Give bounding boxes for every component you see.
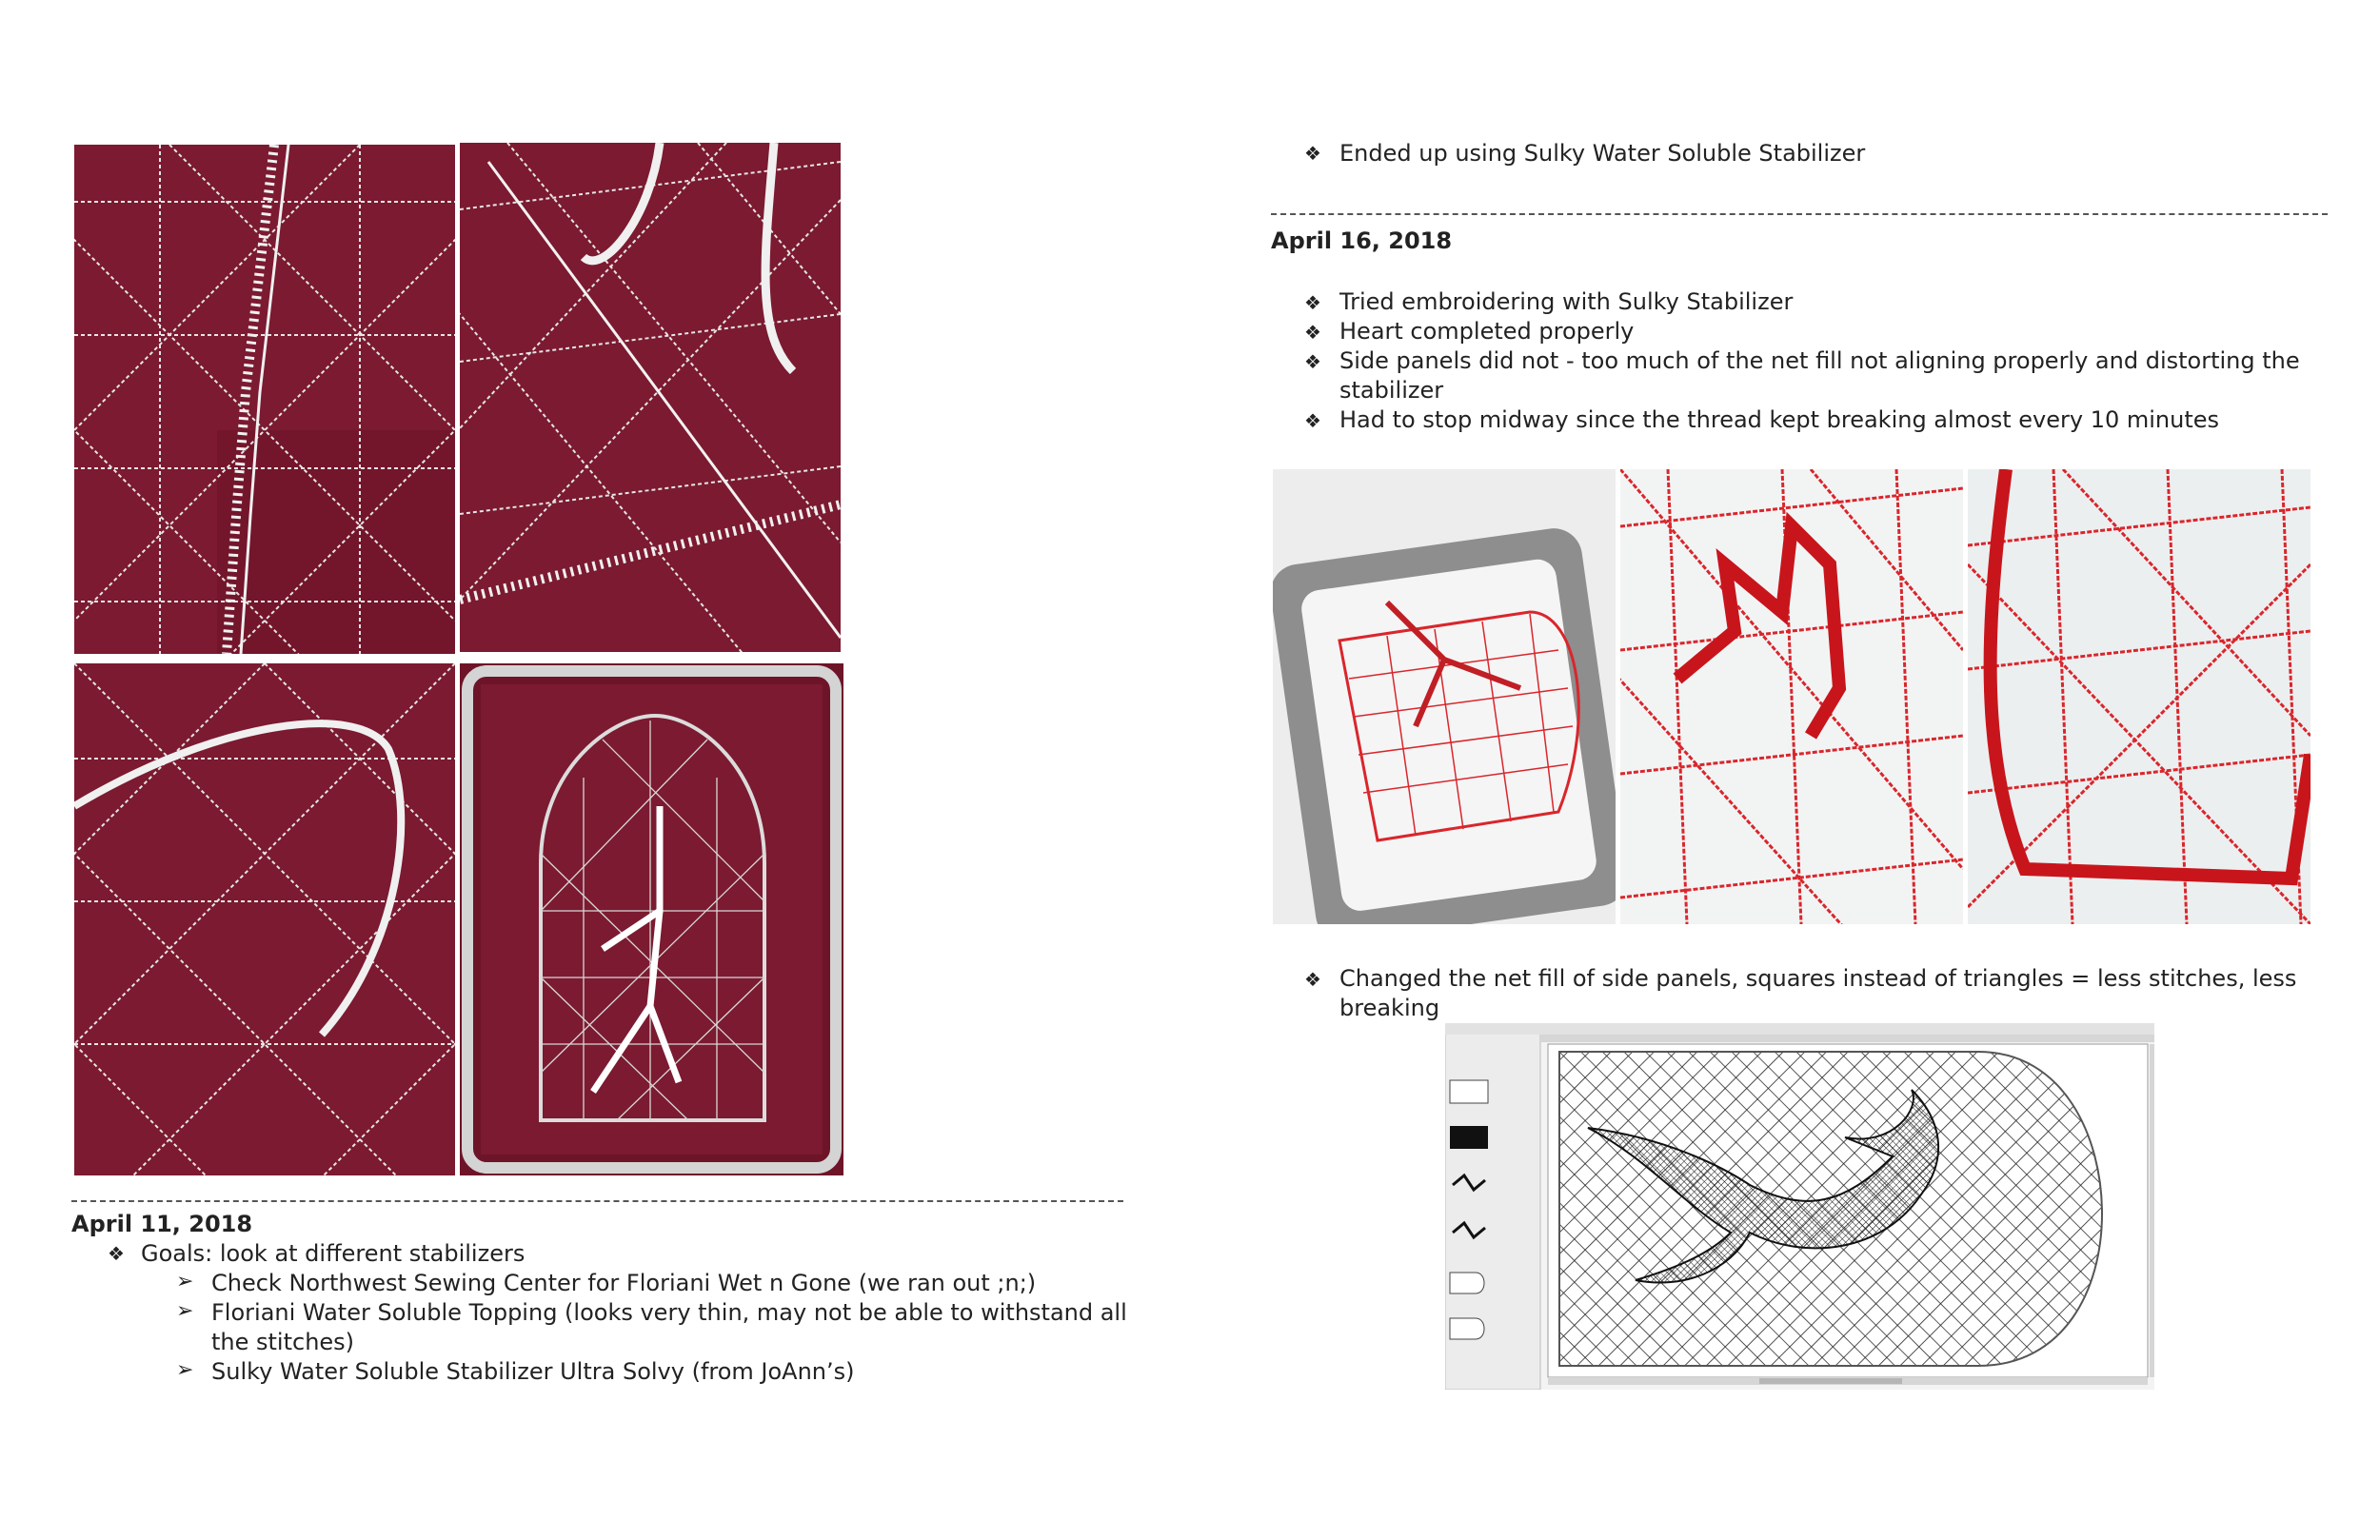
diamond-bullet-icon: ❖ xyxy=(1304,409,1321,432)
bottom-bullet-text-continuation: breaking xyxy=(1339,995,1440,1021)
divider-line xyxy=(71,1200,1123,1202)
bullet-text: Had to stop midway since the thread kept breaking almost every 10 minutes xyxy=(1339,406,2220,433)
goal-text: Goals: look at different stabilizers xyxy=(141,1240,526,1267)
photo-red-net-closeup-panel xyxy=(1968,469,2311,924)
photo-fabric-triangle-net-closeup xyxy=(74,663,455,1175)
bullet-text: Heart completed properly xyxy=(1339,318,1635,345)
photo-fabric-zigzag-closeup xyxy=(74,145,455,654)
arrow-bullet-icon: ➢ xyxy=(176,1299,194,1323)
sub-item: Check Northwest Sewing Center for Floriani Wet n Gone (we ran out ;n;) xyxy=(211,1270,1037,1296)
entry-date: April 16, 2018 xyxy=(1271,227,1453,254)
bullet-text: Tried embroidering with Sulky Stabilizer xyxy=(1339,288,1794,315)
diamond-bullet-icon: ❖ xyxy=(1304,350,1321,373)
sub-item: Floriani Water Soluble Topping (looks very thin, may not be able to withstand all xyxy=(211,1299,1127,1326)
photo-hoop-red-thread-stabilizer xyxy=(1273,469,1616,924)
arrow-bullet-icon: ➢ xyxy=(176,1270,194,1293)
photo-hoop-white-thread-design xyxy=(460,663,843,1175)
photo-fabric-diagonal-closeup xyxy=(460,143,841,652)
bullet-text: Side panels did not - too much of the net fill not aligning properly and distorting the xyxy=(1339,347,2300,374)
arrow-bullet-icon: ➢ xyxy=(176,1358,194,1382)
diamond-bullet-icon: ❖ xyxy=(1304,968,1321,991)
photo-red-net-closeup-heart xyxy=(1620,469,1963,924)
diamond-bullet-icon: ❖ xyxy=(108,1242,125,1265)
sub-item-continuation: the stitches) xyxy=(211,1329,355,1355)
diamond-bullet-icon: ❖ xyxy=(1304,321,1321,344)
screenshot-embroidery-software xyxy=(1445,1023,2154,1390)
sub-item: Sulky Water Soluble Stabilizer Ultra Solvy (from JoAnn’s) xyxy=(211,1358,855,1385)
entry-date: April 11, 2018 xyxy=(71,1211,253,1237)
diamond-bullet-icon: ❖ xyxy=(1304,142,1321,165)
top-bullet-text: Ended up using Sulky Water Soluble Stabilizer xyxy=(1339,140,1866,167)
bottom-bullet-text: Changed the net fill of side panels, squares instead of triangles = less stitches, less xyxy=(1339,965,2297,992)
bullet-text-continuation: stabilizer xyxy=(1339,377,1444,404)
divider-line xyxy=(1271,213,2328,215)
diamond-bullet-icon: ❖ xyxy=(1304,291,1321,314)
